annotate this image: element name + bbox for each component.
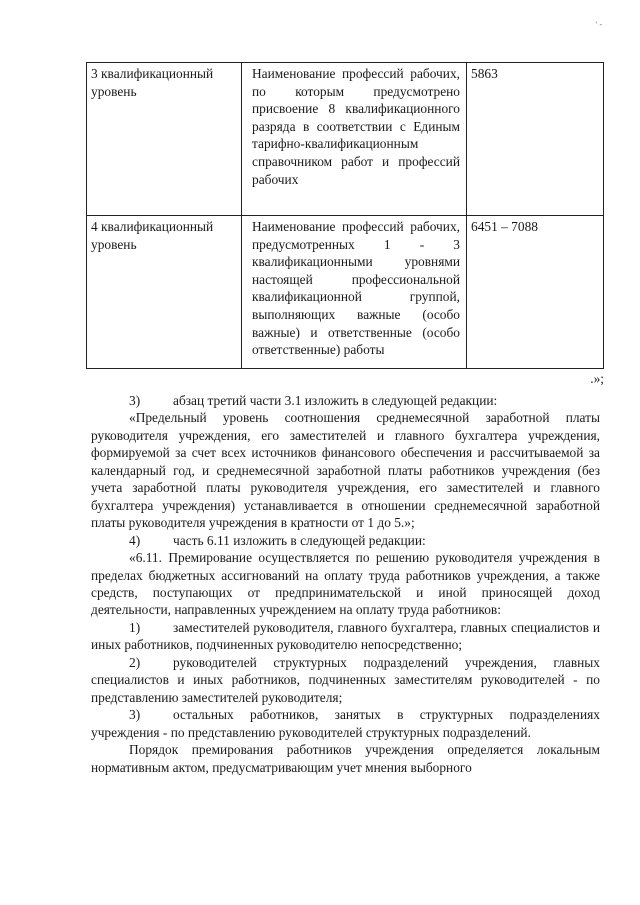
table-row <box>87 63 604 216</box>
paragraph <box>91 654 600 706</box>
corner-mark: ' - <box>596 20 603 29</box>
paragraph <box>91 392 600 409</box>
salary-cell: 5863 <box>467 63 604 216</box>
paragraph: Порядок премирования работников учреждения определяется локальным нормативным актом, предусматривающим учет мнения выборного <box>91 742 600 775</box>
paragraph-text: руководителей структурных подразделений учреждения, главных специалистов и иных работников, подчиненных заместителям руководителей - по представлению заместителей руководителя; <box>91 654 600 705</box>
description-cell: Наименование профессий рабочих, по которым предусмотрено присвоение 8 квалификационного разряда в соответствии с Единым тарифно-квалификационным справочником работ и профессий рабочих <box>242 63 467 216</box>
level-cell: 4 квалификационный уровень <box>87 216 242 369</box>
paragraph-number: 3) <box>129 393 141 408</box>
paragraph: «6.11. Премирование осуществляется по решению руководителя учреждения в пределах бюджетных ассигнований на оплату труда работников учреждения, а также средств, поступающих от предпринимательской и иной приносящей доход деятельности, направленных учреждением на оплату труда работников: <box>91 550 600 618</box>
paragraph-text: заместителей руководителя, главного бухгалтера, главных специалистов и иных работников, подчиненных руководителю непосредственно; <box>91 619 600 653</box>
level-cell: 3 квалификационный уровень <box>87 63 242 216</box>
table-end-quote: .»; <box>590 371 604 386</box>
paragraph-text: остальных работников, занятых в структурных подразделениях учреждения - по представлению руководителей структурных подразделений. <box>91 707 600 740</box>
paragraph <box>91 619 600 654</box>
salary-cell: 6451 – 7088 <box>467 216 604 369</box>
paragraph-number: 2) <box>129 654 141 670</box>
paragraph <box>91 706 600 741</box>
paragraph-number: 3) <box>129 707 141 723</box>
description-cell: Наименование профессий рабочих, предусмотренных 1 - 3 квалификационными уровнями настоящей профессиональной квалификационной группой, выполняющих важные (особо важные) и ответственные (особо ответственные) работы <box>242 216 467 369</box>
paragraph-number: 4) <box>129 532 141 548</box>
paragraph: «Предельный уровень соотношения среднемесячной заработной платы руководителя учреждения, его заместителей и главного бухгалтера учреждения, формируемой за счет всех источников финансового обеспечения и рассчитываемой за календарный год, и среднемесячной заработной платы работников учреждения (без учета заработной платы руководителя учреждения, его заместителей и главного бухгалтера учреждения) устанавливается в отношении среднемесячной заработной платы руководителя учреждения в кратности от 1 до 5.»; <box>91 410 600 531</box>
paragraph-text: часть 6.11 изложить в следующей редакции: <box>173 532 426 548</box>
paragraph-number: 1) <box>129 619 141 635</box>
document-body <box>91 392 600 776</box>
qualification-table <box>86 62 604 369</box>
table-row <box>87 216 604 369</box>
paragraph <box>91 532 600 549</box>
paragraph-text: абзац третий части 3.1 изложить в следующей редакции: <box>173 393 498 408</box>
